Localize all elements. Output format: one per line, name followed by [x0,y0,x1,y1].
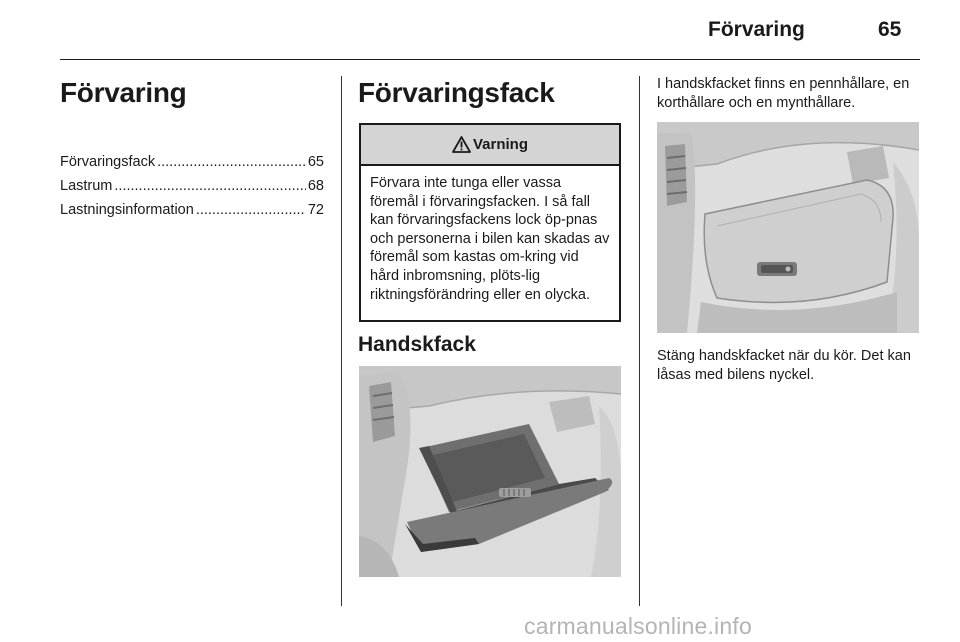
toc-entry-page: 65 [307,154,324,170]
glovebox-close-text: Stäng handskfacket när du kör. Det kan låsas med bilens nyckel. [657,348,911,383]
toc-entry-title: Förvaringsfack [60,154,156,170]
glovebox-holders-text: I handskfacket finns en pennhållare, en korthållare och en mynthållare. [657,76,910,111]
warning-header [361,125,619,166]
toc-leader [157,150,306,174]
toc-entry-title: Lastrum [60,178,113,194]
warning-text: Förvara inte tunga eller vassa föremål i förvaringsfacken. I så fall kan förvaringsfackens lock öp-pnas och personerna i bilen kan skadas av föremål som kastas om-kring vid hård inbromsning, plöts-lig riktningsförändring eller en olycka. [370,175,610,303]
column-divider [341,76,342,606]
toc-leader [114,174,305,198]
warning-box [359,123,621,322]
header-rule [60,59,920,60]
page-number: 65 [878,18,902,41]
glovebox-open-illustration [359,366,621,577]
column-divider [639,76,640,606]
warning-label: Varning [472,136,528,153]
toc-entry[interactable] [60,174,324,198]
toc-entry[interactable] [60,150,324,174]
toc-leader [196,198,306,222]
toc-entry-title: Lastningsinformation [60,202,194,218]
toc-entry-page: 68 [307,178,324,194]
subsection-title: Handskfack [358,333,476,356]
table-of-contents [60,150,324,222]
watermark: carmanualsonline.info [524,613,752,639]
warning-triangle-icon [452,136,471,153]
section-title: Förvaringsfack [358,77,555,108]
toc-entry[interactable] [60,198,324,222]
glovebox-closed-illustration [657,122,919,333]
toc-entry-page: 72 [307,202,324,218]
running-header-title: Förvaring [708,18,805,41]
chapter-title: Förvaring [60,77,187,108]
